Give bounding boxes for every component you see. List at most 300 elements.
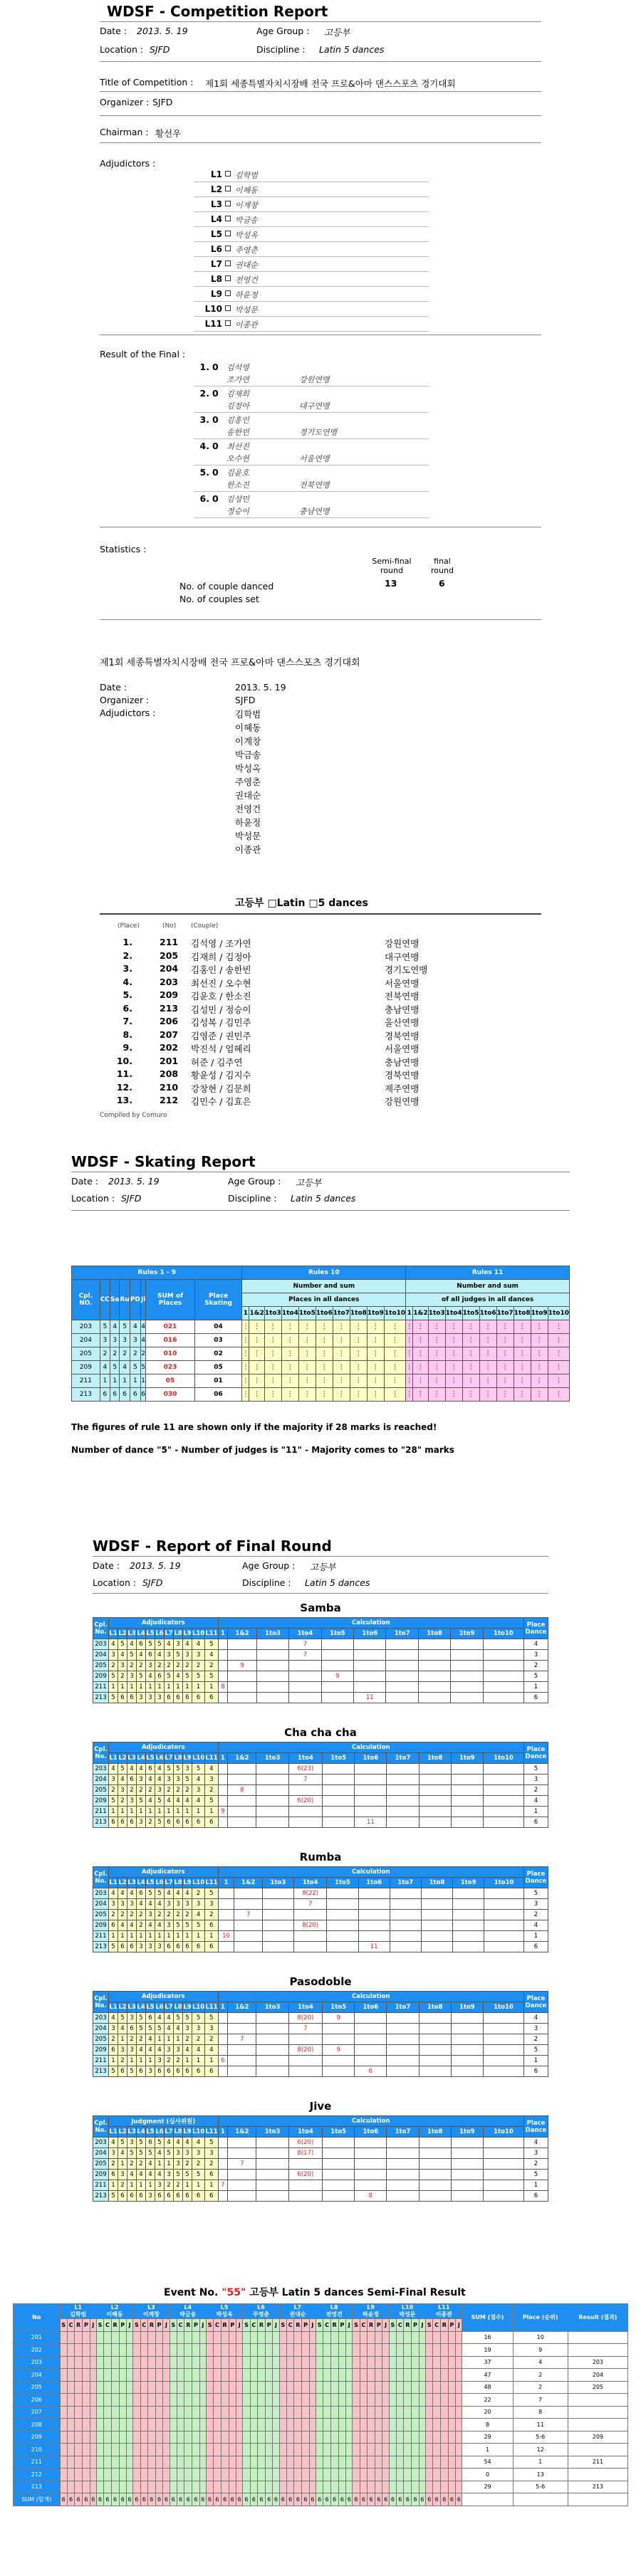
fr-mark: 2 [192,2159,205,2170]
skating-dance-place: 3 [110,1334,120,1347]
semi-mark-cell [221,2419,229,2432]
semi-sum: 37 [462,2356,513,2369]
semi-mark-cell [206,2356,213,2369]
semi-mark-cell [236,2369,243,2382]
semi-mark-cell [96,2456,103,2469]
semi-mark-cell [302,2331,309,2344]
semi-mark-cell [199,2394,206,2407]
semi-mark-cell [279,2406,286,2419]
semi-mark-cell [294,2344,302,2357]
semi-mark-cell [60,2406,67,2419]
semi-mark-cell [177,2394,184,2407]
fr-mark: 4 [146,1899,155,1910]
fr-mark: 6 [146,2013,155,2024]
rule10-cell: ⋮ [242,1388,249,1402]
adjudicator-dot [225,246,231,251]
rule10-cell: ⋮ [350,1361,367,1374]
semi-mark-cell [368,2356,375,2369]
adjudicator-name: 전영건 [235,275,258,285]
fr-mark: 3 [146,1661,155,1671]
semi-mark-cell [330,2444,338,2456]
semi-dance-abbr: J [163,2319,170,2332]
fr-calc-cell [228,2148,256,2159]
fr-mark: 3 [165,1775,174,1785]
semi-mark-cell [192,2331,199,2344]
semi-mark-cell [170,2481,177,2493]
semi-mark-cell [243,2419,250,2432]
dance-table [93,1866,548,1952]
fr-mark: 5 [205,1671,218,1682]
fr-calc-cell [387,2034,419,2045]
fr-calc-cell [218,1650,228,1661]
semi-mark-cell [243,2469,250,2481]
fr-mark: 1 [165,2159,174,2170]
semi-mark-cell [360,2394,367,2407]
fr-calc-cell [234,1899,262,1910]
semi-mark-cell [147,2394,155,2407]
rule11-cell: ⋮ [479,1334,496,1347]
fr-calc-cell [262,1931,293,1942]
semi-cpl: 205 [14,2381,61,2394]
semi-mark-cell [258,2481,266,2493]
fr-place: 3 [524,2148,548,2159]
fr-age-value: 고등부 [310,1562,336,1572]
fr-calc-cell: 7 [288,2024,322,2034]
semi-cpl: 212 [14,2469,61,2481]
fr-mark: 3 [127,2045,137,2056]
calc-col-header: 1&2 [249,1307,264,1320]
fr-mark: 6 [205,1817,218,1828]
semi-mark-cell [90,2331,96,2344]
num-sum-11: Number and sum [406,1280,570,1293]
semi-mark-cell [360,2369,367,2382]
semi-sum: 16 [462,2331,513,2344]
fr-mark: 5 [137,2024,146,2034]
fr-adj-header: Adjudicators [109,1992,219,2002]
fr-calc-cell [256,2066,288,2077]
semi-mark-cell [60,2456,67,2469]
fr-calc-cell [262,1920,293,1931]
adjudicator-rule [194,211,429,212]
skating-dance-place: 4 [100,1361,110,1374]
dance-title: Samba [300,1602,341,1614]
semi-mark-cell [433,2481,440,2493]
final-region: 대구연맹 [299,401,330,411]
semi-mark-cell [96,2394,103,2407]
fr-mark: 5 [205,2013,218,2024]
semi-sum: 48 [462,2381,513,2394]
semi-mark-cell [192,2481,199,2493]
fr-calc-cell [256,1775,288,1785]
fr-mark: 5 [109,2066,118,2077]
semi-mark-cell [279,2369,286,2382]
semi-cpl: 211 [14,2456,61,2469]
semi-mark-cell [419,2469,425,2481]
fr-calc-col: 1to9 [451,1753,483,1764]
semi-result: 204 [568,2369,627,2382]
fr-mark: 2 [109,1661,118,1671]
summary-number: 208 [160,1068,179,1079]
fr-calc-cell [327,1920,358,1931]
semi-mark-cell [375,2469,382,2481]
semi-mark-cell [258,2444,266,2456]
semi-mark-cell [338,2369,345,2382]
fr-mark: 1 [127,1807,137,1817]
chairman-label: Chairman : [100,127,149,137]
semi-judge-code: L8 [330,2304,338,2310]
summary-region: 제주연맹 [385,1083,419,1094]
semi-judge-name: 박금송 [179,2311,197,2318]
fr-calc-cell [386,1682,418,1693]
fr-age-label: Age Group : [242,1560,296,1571]
fr-calc-cell [387,2066,419,2077]
fr-calc-cell [418,1682,450,1693]
fr-mark: 5 [174,1920,183,1931]
fr-calc-col: 1to9 [451,2127,483,2138]
summary-place: 10. [116,1055,132,1066]
semi-cpl: 207 [14,2406,61,2419]
semi-mark-cell [206,2369,213,2382]
skating-location-value: SJFD [121,1193,142,1204]
fr-calc-cell [453,1931,484,1942]
fr-calc-col: 1&2 [228,2002,256,2013]
fr-calc-cell [355,2034,387,2045]
fr-calc-cell [256,1682,288,1693]
fr-mark: 3 [174,2159,183,2170]
skating-dance-place: 2 [100,1347,110,1361]
semi-mark-cell [440,2406,448,2419]
fr-mark: 3 [146,1693,155,1703]
fr-mark: 5 [109,1796,118,1807]
fr-calc-cell [483,2034,523,2045]
semi-mark-cell [111,2419,119,2432]
fr-mark: 3 [109,1650,118,1661]
summary-number: 203 [160,976,179,987]
semi-mark-cell [389,2369,396,2382]
location-value: SJFD [150,44,170,55]
fr-calc-cell [256,1796,288,1807]
calc-col-header: 1to10 [548,1307,569,1320]
fr-mark: 6 [109,1920,118,1931]
fr-calc-cell: 7 [288,1775,322,1785]
fr-mark: 4 [155,1899,165,1910]
semi-mark-cell [389,2419,396,2432]
semi-place: 8 [513,2406,568,2419]
semi-mark-cell [243,2331,250,2344]
semi-mark-cell [60,2419,67,2432]
semi-mark-cell [119,2394,126,2407]
semi-mark-cell [236,2444,243,2456]
fr-calc-cell [327,1910,358,1920]
semi-mark-cell [206,2381,213,2394]
couples-set-label: No. of couples set [179,594,259,604]
semi-mark-cell [147,2481,155,2493]
fr-judge-header: L7 [165,1878,174,1888]
semi-mark-cell [309,2481,316,2493]
semi-mark-cell [184,2469,192,2481]
fr-calc-cell [451,2159,483,2170]
fr-calc-cell [483,1807,523,1817]
fr-judge-header: L2 [118,1753,127,1764]
fr-place: 3 [524,1899,548,1910]
semi-judge-header [60,2304,96,2319]
semi-cpl: 204 [14,2369,61,2382]
semi-mark-cell [294,2356,302,2369]
fr-place: 6 [524,1693,548,1703]
semi-mark-cell [184,2331,192,2344]
semi-mark-cell [258,2356,266,2369]
semi-mark-cell [140,2394,147,2407]
fr-calc-cell [386,1693,418,1703]
semi-dance-abbr: S [389,2319,396,2332]
fr-calc-cell [323,2034,355,2045]
semi-mark-cell [126,2481,132,2493]
adjudicator-code: L9 [211,289,222,299]
fr-calc-cell [321,1661,353,1671]
semi-dance-abbr: C [140,2319,147,2332]
rule11-cell: ⋮ [531,1334,548,1347]
calc-col-header: 1to5 [462,1307,479,1320]
skating-dance-place: 5 [130,1361,140,1374]
semi-mark-cell [155,2481,162,2493]
fr-mark: 3 [205,2148,218,2159]
semi-dance-abbr: P [192,2319,199,2332]
fr-calc-cell [288,2056,322,2066]
semi-mark-cell [448,2381,455,2394]
semi-mark-cell [456,2331,462,2344]
semi-mark-cell [147,2381,155,2394]
semi-mark-cell [243,2381,250,2394]
final-partner-2: 정승이 [226,507,249,516]
fr-calc-cell [419,2191,451,2202]
fr-mark: 2 [192,1888,205,1899]
fr-mark: 5 [192,1920,205,1931]
semi-mark-cell [163,2469,170,2481]
discipline-label: Discipline : [256,44,306,55]
adjudicator-dot [225,171,231,177]
semi-mark-cell [258,2431,266,2444]
semi-cpl: 203 [14,2356,61,2369]
fr-mark: 5 [146,1639,155,1650]
semi-dance-abbr: R [294,2319,302,2332]
fr-mark: 4 [155,1764,165,1775]
fr-calc-cell [419,2180,451,2191]
fr-mark: 6 [155,2191,165,2202]
fr-mark: 1 [109,2056,118,2066]
fr-calc-cell: 6(20) [288,1796,322,1807]
semi-mark-cell [133,2419,140,2432]
semi-judge-name: 박성문 [399,2311,416,2318]
semi-mark-cell [119,2481,126,2493]
rule11-cell: ⋮ [496,1347,514,1361]
summary-couple: 김윤호 / 한소진 [191,991,251,1002]
rule11-cell: ⋮ [428,1388,445,1402]
semi-result [568,2419,627,2432]
fr-calc-cell [418,1639,450,1650]
semi-mark-cell [375,2356,382,2369]
fr-judge-header: L10 [192,2002,205,2013]
semi-mark-cell [448,2469,455,2481]
semi-mark-cell [163,2481,170,2493]
adjudicator-name: 이종관 [235,320,258,330]
semi-mark-cell [250,2419,257,2432]
semi-foot-val: 6 [346,2493,353,2506]
fr-mark: 3 [165,1920,174,1931]
fr-place-header: Place Dance [524,1742,548,1764]
fr-mark: 4 [146,1671,155,1682]
semi-mark-cell [147,2431,155,2444]
semi-mark-cell [323,2444,330,2456]
summary-number: 211 [160,937,179,947]
fr-mark: 4 [127,1639,137,1650]
fr-calc-col: 1to3 [256,1629,288,1639]
rules-11-header: Rules 11 [406,1266,570,1280]
semi-foot-val: 6 [294,2493,302,2506]
fr-mark: 2 [127,1910,137,1920]
rule11-cell: ⋮ [531,1361,548,1374]
semi-mark-cell [412,2369,419,2382]
fr-mark: 5 [118,1639,127,1650]
fr-calc-cell [323,2024,355,2034]
fr-calc-col: 1to10 [483,2127,523,2138]
fr-judge-header: L4 [137,2127,146,2138]
semi-mark-cell [433,2381,440,2394]
fr-calc-cell [218,2045,228,2056]
fr-mark: 1 [127,2056,137,2066]
dance-header: Sa [110,1280,120,1320]
fr-mark: 2 [174,2180,183,2191]
rule10-cell: ⋮ [350,1334,367,1347]
fr-calc-cell [387,2159,419,2170]
final-region: 강원연맹 [299,375,330,384]
semi-foot-val: 6 [456,2493,462,2506]
fr-judge-header: L9 [183,1629,192,1639]
fr-mark: 4 [155,1775,165,1785]
rule10-cell: ⋮ [316,1320,333,1334]
fr-cpl: 209 [93,2170,109,2180]
rule10-cell: ⋮ [333,1334,350,1347]
semi-mark-cell [279,2481,286,2493]
fr-calc-cell [453,1920,484,1931]
skating-dance-place: 1 [140,1374,145,1388]
fr-calc-cell: 9 [323,2013,355,2024]
semi-dance-abbr: S [426,2319,433,2332]
semi-mark-cell [170,2369,177,2382]
fr-mark: 6 [205,2191,218,2202]
semi-dance-abbr: R [258,2319,266,2332]
semi-mark-cell [330,2469,338,2481]
rule11-cell: ⋮ [428,1374,445,1388]
fr-mark: 3 [183,1899,192,1910]
semi-mark-cell [294,2406,302,2419]
summary-region: 강원연맹 [385,1096,419,1107]
fr-judge-header: L9 [183,1878,192,1888]
semi-dance-abbr: P [448,2319,455,2332]
semi-mark-cell [83,2406,90,2419]
skating-cpl: 204 [72,1334,100,1347]
semi-mark-cell [67,2356,74,2369]
fr-mark: 3 [118,1899,127,1910]
fr-mark: 1 [137,1807,146,1817]
semi-mark-cell [279,2444,286,2456]
fr-calc-cell [228,1817,256,1828]
fr-calc-cell [451,1671,483,1682]
fr-judge-header: L9 [183,1753,192,1764]
semi-dance-abbr: R [147,2319,155,2332]
fr-calc-cell [234,1942,262,1952]
fr-calc-cell [321,1639,353,1650]
rule11-cell: ⋮ [531,1388,548,1402]
fr-mark: 3 [137,1693,146,1703]
chairman-value: 황선우 [155,128,182,139]
adjudicator-rule [194,256,429,257]
fr-calc-cell [234,1888,262,1899]
fr-mark: 6 [109,2170,118,2180]
fr-mark: 2 [205,2034,218,2045]
fr-calc-col: 1to6 [355,2002,387,2013]
fr-calc-cell [288,2191,322,2202]
semi-mark-cell [90,2456,96,2469]
semi-mark-cell [273,2469,279,2481]
fr-calc-cell [256,2034,288,2045]
fr-mark: 1 [109,1807,118,1817]
semi-mark-cell [330,2431,338,2444]
final-partner-1: 김홍인 [226,416,249,425]
semi-mark-cell [104,2456,111,2469]
fr-mark: 6 [118,1817,127,1828]
semi-mark-cell [419,2394,425,2407]
fr-place: 1 [524,1931,548,1942]
fr-calc-cell [451,2191,483,2202]
semi-dance-abbr: R [404,2319,412,2332]
semi-mark-cell [323,2469,330,2481]
fr-calc-col: 1 [218,2127,228,2138]
semi-mark-cell [163,2444,170,2456]
semi-mark-cell [214,2369,221,2382]
fr-mark: 3 [127,1899,137,1910]
semi-foot-val: 6 [192,2493,199,2506]
fr-calc-cell [321,1682,353,1693]
skating-age-label: Age Group : [228,1176,281,1187]
rule10-cell: ⋮ [249,1361,264,1374]
semi-foot-val: 6 [236,2493,243,2506]
fr-adj-header: Adjudicators [109,1867,219,1878]
semi-mark-cell [389,2394,396,2407]
semi-mark-cell [170,2419,177,2432]
summary-couple: 김홍인 / 송한빈 [191,964,251,975]
summary-place: 6. [123,1002,132,1014]
summary-organizer-label: Organizer : [100,695,150,705]
summary-place: 2. [123,950,132,961]
adjudicator-rule [194,271,429,272]
fr-calc-cell [355,1764,387,1775]
semi-mark-cell [448,2444,455,2456]
fr-calc-cell [218,1899,234,1910]
adjudicator-code: L6 [211,244,222,254]
fr-calc-cell [358,1899,390,1910]
semi-mark-cell [60,2444,67,2456]
fr-mark: 5 [183,1775,192,1785]
semi-foot-val: 6 [111,2493,119,2506]
fr-calc-cell [390,1942,421,1952]
final-rule [194,438,429,439]
semi-mark-cell [126,2456,132,2469]
fr-mark: 5 [174,1650,183,1661]
semi-mark-cell [279,2469,286,2481]
skating-dance-place: 5 [100,1320,110,1334]
rule10-cell: ⋮ [384,1361,405,1374]
semi-mark-cell [104,2331,111,2344]
